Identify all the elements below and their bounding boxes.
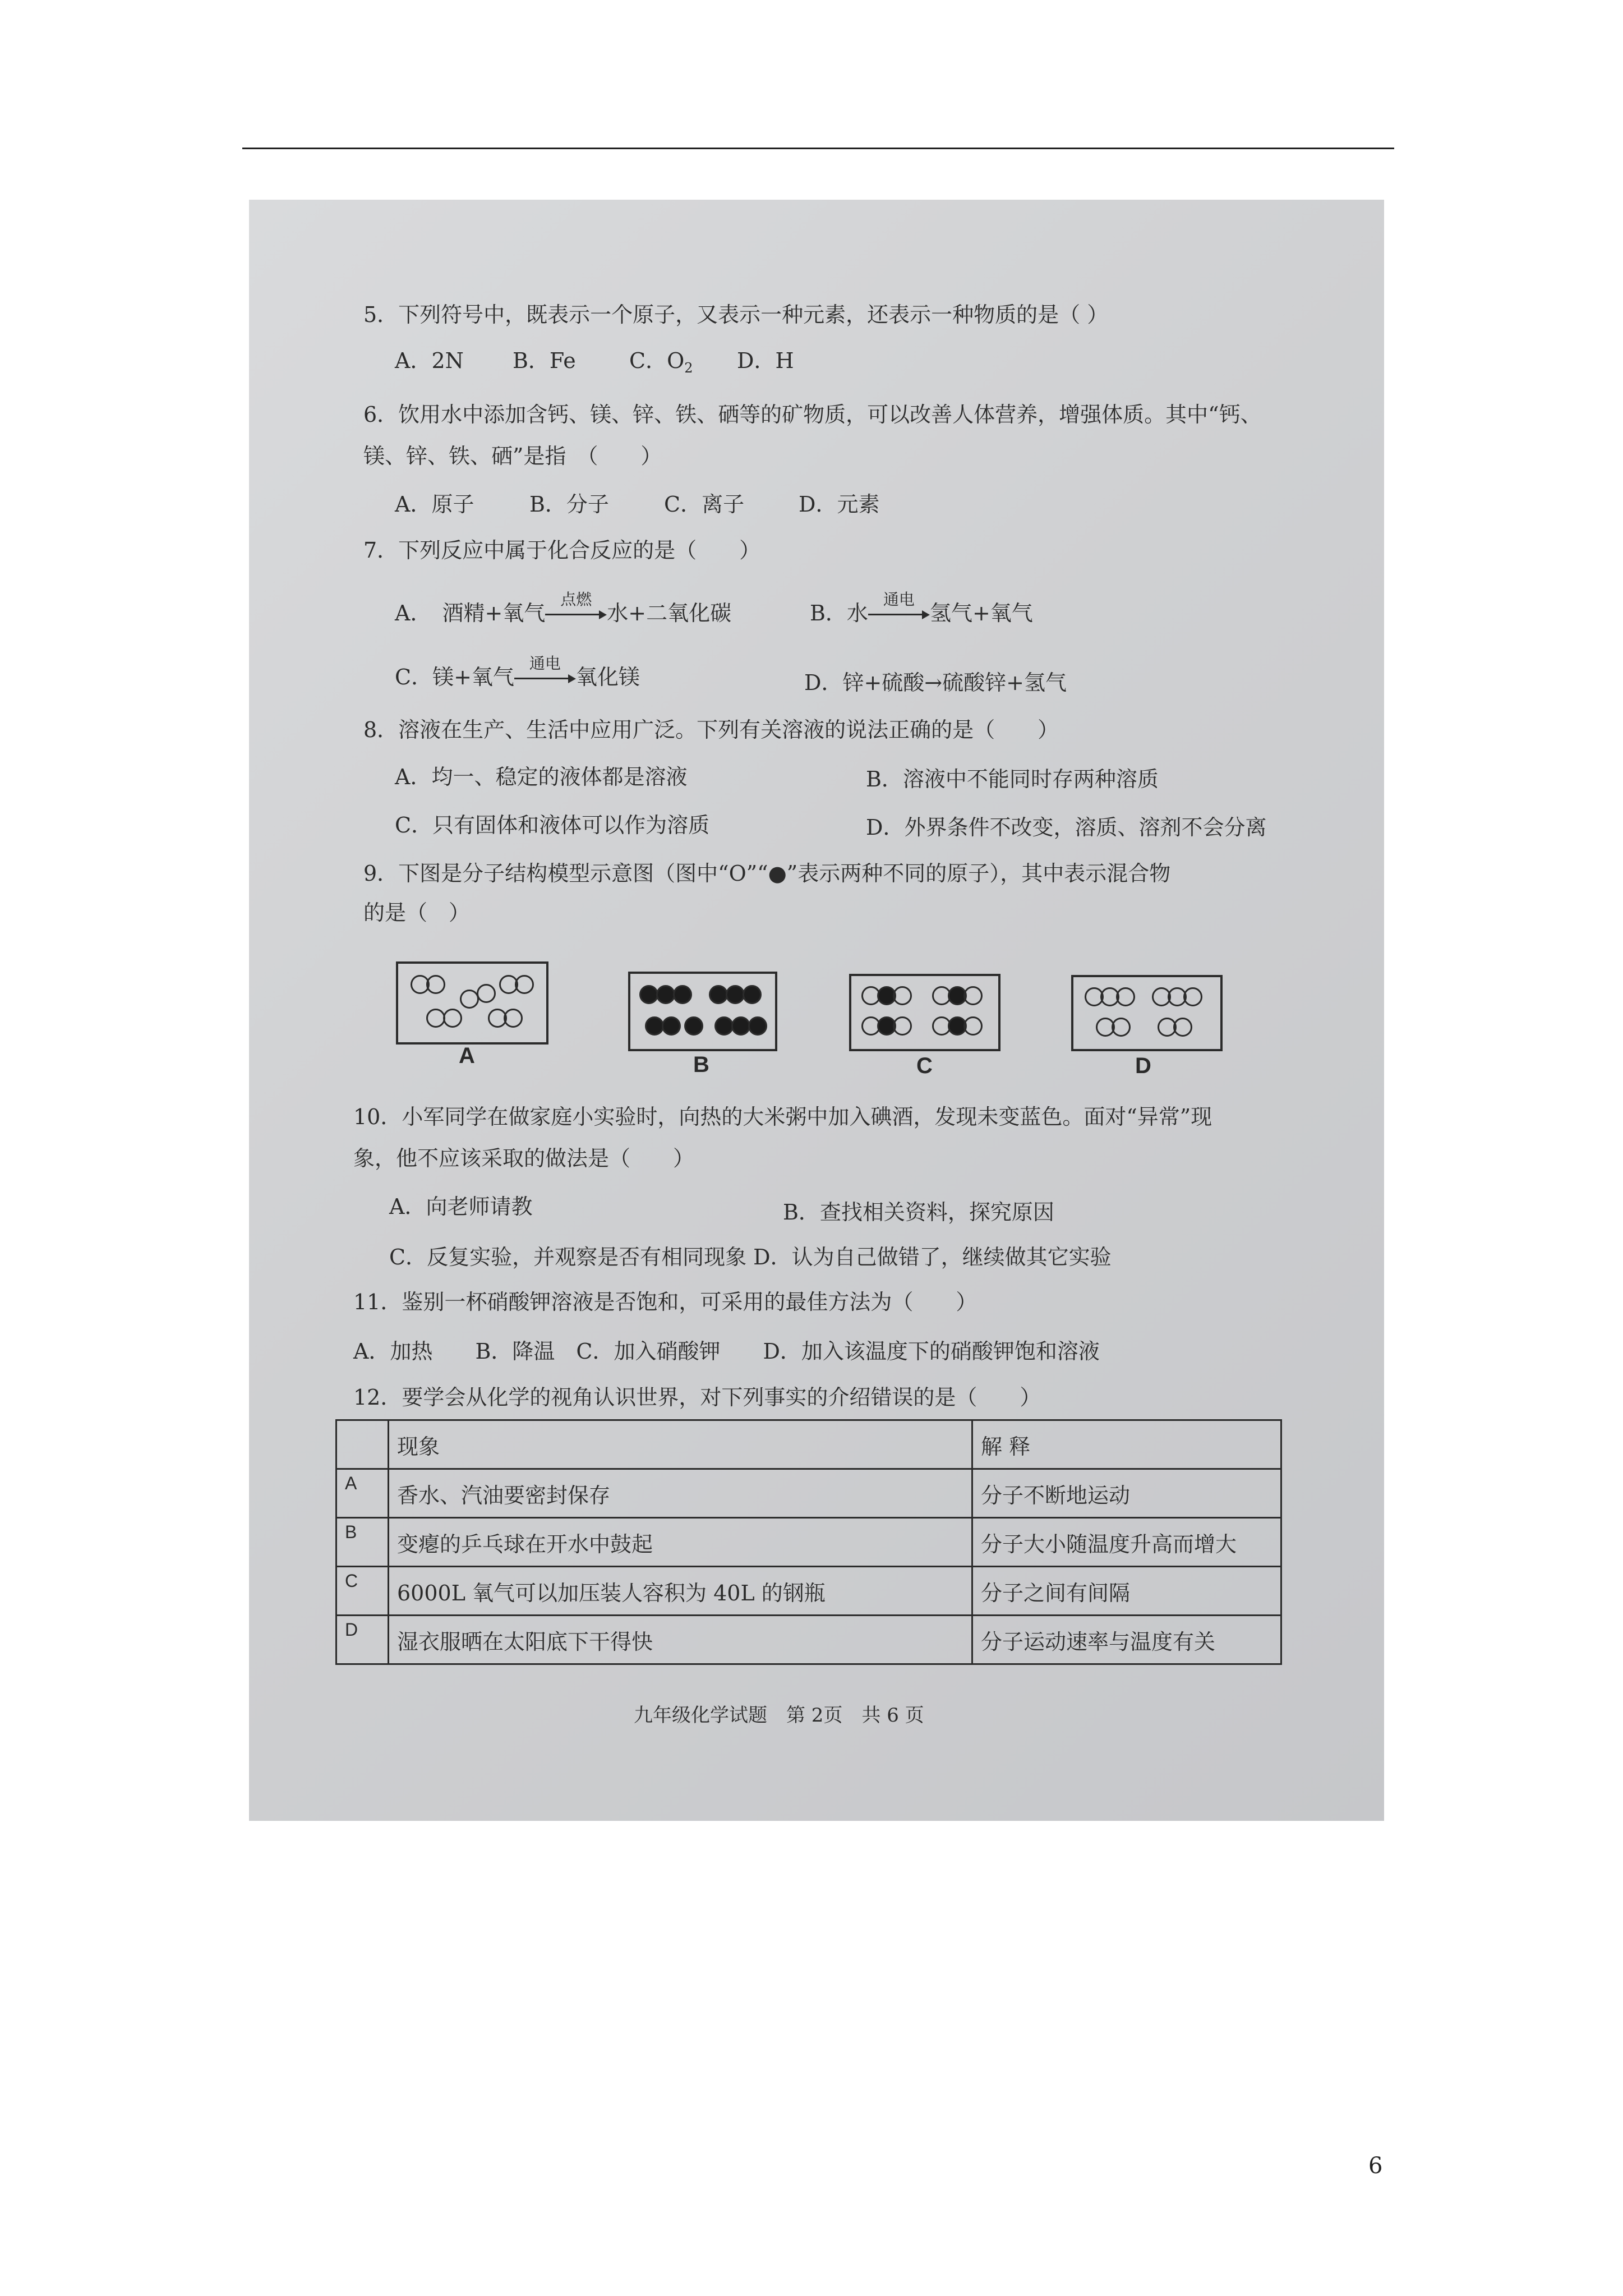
model-a-box [396, 961, 548, 1045]
row-phenomenon: 6000L 氧气可以加压装人容积为 40L 的钢瓶 [389, 1567, 972, 1616]
model-c-box [849, 974, 1000, 1051]
q7-option-b: B．水 通电 氢气+氧气 [810, 599, 1033, 627]
exam-footer: 九年级化学试题 第 2页 共 6 页 [634, 1704, 924, 1727]
q7-option-d: D．锌+硫酸→硫酸锌+氢气 [804, 670, 1067, 695]
table-header-phenomenon: 现象 [389, 1420, 972, 1469]
row-key: B [336, 1518, 389, 1567]
reaction-arrow: 通电 [868, 599, 930, 627]
page-number: 6 [1368, 2153, 1383, 2179]
q6-stem-line2: 镁、锌、铁、硒”是指 （ ） [363, 444, 662, 468]
q5-option-a: A．2N [395, 348, 464, 373]
q8-option-b: B．溶液中不能同时存两种溶质 [866, 767, 1159, 792]
row-phenomenon: 香水、汽油要密封保存 [389, 1469, 972, 1518]
row-key: D [336, 1616, 389, 1664]
reaction-arrow: 通电 [514, 663, 576, 691]
q6-option-d: D．元素 [799, 492, 880, 517]
table-row [336, 1616, 1281, 1664]
model-d-box [1071, 975, 1223, 1051]
model-c-label: C [916, 1053, 933, 1078]
q5-option-d: D．H [737, 348, 794, 373]
q10-option-b: B．查找相关资料，探究原因 [783, 1200, 1054, 1225]
q12-table [335, 1419, 1282, 1665]
table-header-row [336, 1420, 1281, 1469]
table-header-explanation: 解 释 [972, 1420, 1281, 1469]
row-key: A [336, 1469, 389, 1518]
table-row [336, 1469, 1281, 1518]
q5-stem: 5．下列符号中，既表示一个原子，又表示一种元素，还表示一种物质的是（ ） [363, 302, 1109, 327]
q7-stem: 7．下列反应中属于化合反应的是（ ） [363, 538, 761, 563]
row-explanation: 分子之间有间隔 [972, 1567, 1281, 1616]
q8-stem: 8．溶液在生产、生活中应用广泛。下列有关溶液的说法正确的是（ ） [363, 717, 1059, 742]
q11-stem: 11．鉴别一杯硝酸钾溶液是否饱和，可采用的最佳方法为（ ） [353, 1290, 978, 1314]
q7-option-a: A． 酒精+氧气 点燃 水+二氧化碳 [395, 599, 731, 627]
row-key: C [336, 1567, 389, 1616]
q9-stem-line2: 的是（ ） [363, 900, 471, 925]
header-rule [242, 148, 1394, 149]
model-b-label: B [693, 1052, 709, 1077]
q7-option-c: C．镁+氧气 通电 氧化镁 [395, 663, 640, 691]
q6-option-c: C．离子 [664, 492, 745, 517]
table-cell [336, 1420, 389, 1469]
row-explanation: 分子不断地运动 [972, 1469, 1281, 1518]
model-a-label: A [459, 1043, 475, 1068]
q5-option-c: C．$O_2$ [629, 348, 693, 376]
row-phenomenon: 湿衣服晒在太阳底下干得快 [389, 1616, 972, 1664]
q8-option-d: D．外界条件不改变，溶质、溶剂不会分离 [866, 815, 1267, 840]
q8-option-a: A．均一、稳定的液体都是溶液 [395, 765, 688, 789]
q10-stem-line2: 象，他不应该采取的做法是（ ） [353, 1146, 695, 1171]
row-phenomenon: 变瘪的乒乓球在开水中鼓起 [389, 1518, 972, 1567]
q6-option-a: A．原子 [395, 492, 474, 517]
model-d-label: D [1135, 1053, 1151, 1078]
row-explanation: 分子运动速率与温度有关 [972, 1616, 1281, 1664]
table-row [336, 1567, 1281, 1616]
q6-option-b: B．分子 [529, 492, 609, 517]
q11-options: A．加热 B．降温 C．加入硝酸钾 D．加入该温度下的硝酸钾饱和溶液 [353, 1339, 1100, 1364]
q6-stem-line1: 6．饮用水中添加含钙、镁、锌、铁、硒等的矿物质，可以改善人体营养，增强体质。其中“钙、 [363, 402, 1262, 427]
reaction-arrow: 点燃 [545, 599, 607, 627]
row-explanation: 分子大小随温度升高而增大 [972, 1518, 1281, 1567]
q8-option-c: C．只有固体和液体可以作为溶质 [395, 813, 710, 838]
model-b-box [628, 972, 777, 1051]
table-row [336, 1518, 1281, 1567]
q12-stem: 12．要学会从化学的视角认识世界，对下列事实的介绍错误的是（ ） [353, 1385, 1041, 1410]
q10-stem-line1: 10．小军同学在做家庭小实验时，向热的大米粥中加入碘酒，发现未变蓝色。面对“异常”现 [353, 1105, 1212, 1129]
q10-option-cd: C．反复实验，并观察是否有相同现象 D．认为自己做错了，继续做其它实验 [389, 1245, 1112, 1269]
q9-stem-line1: 9．下图是分子结构模型示意图（图中“O”“●”表示两种不同的原子），其中表示混合物 [363, 861, 1171, 886]
q10-option-a: A．向老师请教 [389, 1194, 533, 1219]
q5-option-b: B．Fe [513, 348, 576, 373]
